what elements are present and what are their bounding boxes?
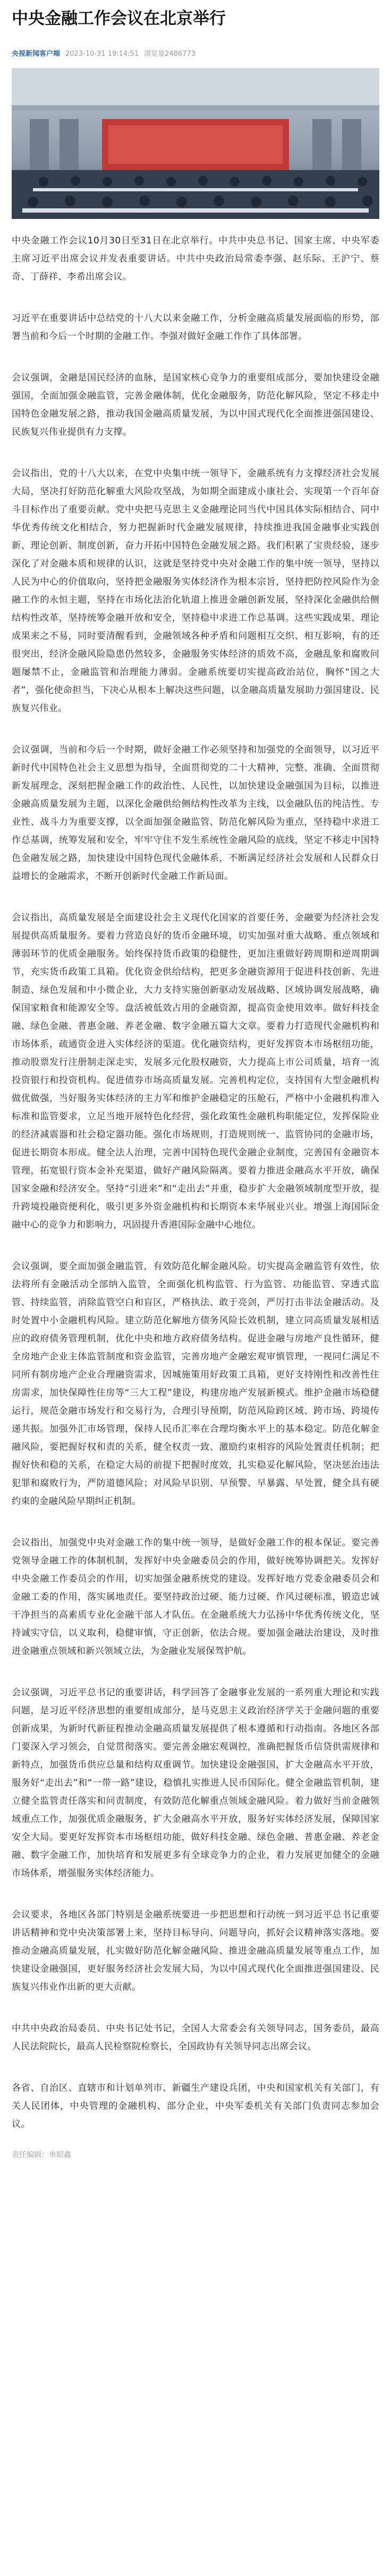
- paragraph-8: 会议指出，加强党中央对金融工作的集中统一领导，是做好金融工作的根本保证。要完善党领导金融工作的体制机制，发挥好中央金融委员会的作用，做好统筹协调把关。发挥好中央金融工作委员会的作用，切实加强金融系统党的建设。发挥好地方党委金融委员会和金融工委的作用，落实属地责任。要坚持政治过硬、能力过硬、作风过硬标准，锻造忠诚干净担当的高素质专业化金融干部人才队伍。在金融系统大力弘扬中华优秀传统文化，坚持诚实守信，以义取利，稳健审慎，守正创新，依法合规。要加强金融法治建设，及时推进金融重点领域和新兴领域立法，为金融业发展保驾护航。: [12, 1538, 379, 1657]
- paragraph-5: 会议强调，当前和今后一个时期，做好金融工作必须坚持和加强党的全面领导，以习近平新时代中国特色社会主义思想为指导，全面贯彻党的二十大精神，完整、准确、全面贯彻新发展理念，深刻把握金融工作的政治性、人民性，以加快建设金融强国为目标，以推进金融高质量发展为主题，以深化金融供给侧结构性改革为主线，以金融队伍的纯洁性、专业性、战斗力为重要支撑，以全面加强金融监管、防范化解风险为重点，坚持稳中求进工作总基调，统筹发展和安全，牢牢守住不发生系统性金融风险的底线，坚定不移走中国特色金融发展之路，加快建设中国特色现代金融体系，不断满足经济社会发展和人民群众日益增长的金融需求，不断开创新时代金融工作新局面。: [12, 745, 379, 882]
- article-body: [12, 232, 379, 2133]
- view-count: 浏览量2486773: [144, 50, 196, 58]
- paragraph-2: 习近平在重要讲话中总结党的十八大以来金融工作，分析金融高质量发展面临的形势，部署当前和今后一个时期的金融工作。李强对做好金融工作作了具体部署。: [12, 313, 379, 342]
- source-link[interactable]: 央视新闻客户端: [12, 50, 61, 58]
- paragraph-6: 会议指出，高质量发展是全面建设社会主义现代化国家的首要任务，金融要为经济社会发展提供高质量服务。要着力营造良好的货币金融环境，切实加强对重大战略、重点领域和薄弱环节的优质金融服务。始终保持货币政策的稳健性，更加注重做好跨周期和逆周期调节，充实货币政策工具箱。优化资金供给结构，把更多金融资源用于促进科技创新、先进制造、绿色发展和中小微企业，大力支持实施创新驱动发展战略、区域协调发展战略，确保国家粮食和能源安全等。盘活被低效占用的金融资源，提高资金使用效率。做好科技金融、绿色金融、普惠金融、养老金融、数字金融五篇大文章。要着力打造现代金融机构和市场体系，疏通资金进入实体经济的渠道。优化融资结构，更好发挥资本市场枢纽功能，推动股票发行注册制走深走实，发展多元化股权融资，大力提高上市公司质量，培育一流投资银行和投资机构。促进债券市场高质量发展。完善机构定位，支持国有大型金融机构做优做强，当好服务实体经济的主力军和维护金融稳定的压舱石，严格中小金融机构准入标准和监管要求，立足当地开展特色化经营，强化政策性金融机构职能定位，发挥保险业的经济减震器和社会稳定器功能。强化市场规则，打造规则统一、监管协同的金融市场，促进长期资本形成。健全法人治理，完善中国特色现代金融企业制度，完善国有金融资本管理，拓宽银行资本金补充渠道，做好产融风险隔离。要着力推进金融高水平开放，确保国家金融和经济安全。坚持“引进来”和“走出去”并重，稳步扩大金融领域制度型开放，提升跨境投融资便利化，吸引更多外资金融机构和长期资本来华展业兴业。增强上海国际金融中心的竞争力和影响力，巩固提升香港国际金融中心地位。: [12, 913, 379, 1230]
- paragraph-1: 中央金融工作会议10月30日至31日在北京举行。中共中央总书记、国家主席、中央军委主席习近平出席会议并发表重要讲话。中共中央政治局常委李强、赵乐际、王沪宁、蔡奇、丁薛祥、李希出席会议。: [12, 235, 379, 282]
- paragraph-11: 中共中央政治局委员、中央书记处书记，全国人大常委会有关领导同志，国务委员，最高人民法院院长，最高人民检察院检察长，全国政协有关领导同志出席会议。: [12, 2023, 379, 2052]
- paragraph-7: 会议强调，要全面加强金融监管，有效防范化解金融风险。切实提高金融监管有效性，依法将所有金融活动全部纳入监管，全面强化机构监管、行为监管、功能监管、穿透式监管、持续监管，消除监管空白和盲区，严格执法、敢于亮剑，严厉打击非法金融活动。及时处置中小金融机构风险。建立防范化解地方债务风险长效机制，建立同高质量发展相适应的政府债务管理机制，优化中央和地方政府债务结构。促进金融与房地产良性循环，健全房地产企业主体监管制度和资金监管，完善房地产金融宏观审慎管理，一视同仁满足不同所有制房地产企业合理融资需求，因城施策用好政策工具箱，更好支持刚性和改善性住房需求，加快保障性住房等“三大工程”建设，构建房地产发展新模式。维护金融市场稳健运行，规范金融市场发行和交易行为，合理引导预期，防范风险跨区域、跨市场、跨境传递共振。加强外汇市场管理，保持人民币汇率在合理均衡水平上的基本稳定。防范化解金融风险，要把握好权和责的关系，健全权责一致、激励约束相容的风险处置责任机制；把握好快和稳的关系，在稳定大局的前提下把握时度效，扎实稳妥化解风险，坚决惩治违法犯罪和腐败行为，严防道德风险；对风险早识别、早预警、早暴露、早处置，健全具有硬约束的金融风险早期纠正机制。: [12, 1261, 379, 1507]
- hero-image: [12, 68, 379, 219]
- paragraph-4: 会议指出，党的十八大以来，在党中央集中统一领导下，金融系统有力支撑经济社会发展大局，坚决打好防范化解重大风险攻坚战，为如期全面建成小康社会、实现第一个百年奋斗目标作出了重要贡献。党中央把马克思主义金融理论同当代中国具体实际相结合、同中华优秀传统文化相结合，努力把握新时代金融发展规律，持续推进我国金融事业实践创新、理论创新、制度创新，奋力开拓中国特色金融发展之路。我们积累了宝贵经验，逐步深化了对金融本质和规律的认识，这就是坚持党中央对金融工作的集中统一领导，坚持以人民为中心的价值取向，坚持把金融服务实体经济作为根本宗旨，坚持把防控风险作为金融工作的永恒主题，坚持在市场化法治化轨道上推进金融创新发展，坚持深化金融供给侧结构性改革，坚持统筹金融开放和安全，坚持稳中求进工作总基调。这些实践成果、理论成果来之不易，同时要清醒看到，金融领域各种矛盾和问题相互交织、相互影响，有的还很突出，经济金融风险隐患仍然较多，金融服务实体经济的质效不高，金融乱象和腐败问题屡禁不止，金融监管和治理能力薄弱。金融系统要切实提高政治站位，胸怀“国之大者”，强化使命担当，下决心从根本上解决这些问题，以金融高质量发展助力强国建设、民族复兴伟业。: [12, 468, 379, 714]
- paragraph-9: 会议强调，习近平总书记的重要讲话，科学回答了金融事业发展的一系列重大理论和实践问题，是习近平经济思想的重要组成部分，是马克思主义政治经济学关于金融问题的重要创新成果，为新时代新征程推动金融高质量发展提供了根本遵循和行动指南。各地区各部门要深入学习领会，自觉贯彻落实。要完善金融宏观调控，准确把握货币信贷供需规律和新特点，加强货币供应总量和结构双重调节。加快建设金融强国，扩大金融高水平开放，服务好“走出去”和“一带一路”建设，稳慎扎实推进人民币国际化。健全金融监管机制，建立健全监管责任落实和问责制度，有效防范化解重点领域金融风险。着力做好当前金融领域重点工作，加强优质金融服务，扩大金融高水平开放，服务好实体经济发展，保障国家安全大局。要更好发挥资本市场枢纽功能，做好科技金融、绿色金融、普惠金融、养老金融、数字金融工作，加快培育和发展更多有全球竞争力的企业，着力发展更加健全的金融市场体系，增强服务实体经济能力。: [12, 1687, 379, 1879]
- article-meta: [12, 49, 379, 60]
- paragraph-10: 会议要求，各地区各部门特别是金融系统要进一步把思想和行动统一到习近平总书记重要讲话精神和党中央决策部署上来，坚持目标导向、问题导向，抓好会议精神落实落地。要推动金融高质量发展，扎实做好防范化解金融风险、推进金融高质量发展等重点工作，加快建设金融强国，更好服务经济社会发展大局，为以中国式现代化全面推进强国建设、民族复兴伟业作出新的更大贡献。: [12, 1910, 379, 1992]
- meeting-photo: [12, 68, 379, 219]
- paragraph-3: 会议强调，金融是国民经济的血脉，是国家核心竞争力的重要组成部分，要加快建设金融强国，全面加强金融监管，完善金融体制，优化金融服务，防范化解风险，坚定不移走中国特色金融发展之路，推动我国金融高质量发展，为以中国式现代化全面推进强国建设、民族复兴伟业提供有力支撑。: [12, 373, 379, 437]
- paragraph-12: 各省、自治区、直辖市和计划单列市、新疆生产建设兵团，中央和国家机关有关部门，有关人民团体，中央管理的金融机构、部分企业，中央军委机关有关部门负责同志参加会议。: [12, 2083, 379, 2130]
- editor-credit: 责任编辑：单昭鑫: [12, 2151, 71, 2159]
- article-title: 中央金融工作会议在北京举行: [12, 9, 226, 28]
- publish-time: 2023-10-31 19:14:51: [65, 50, 139, 58]
